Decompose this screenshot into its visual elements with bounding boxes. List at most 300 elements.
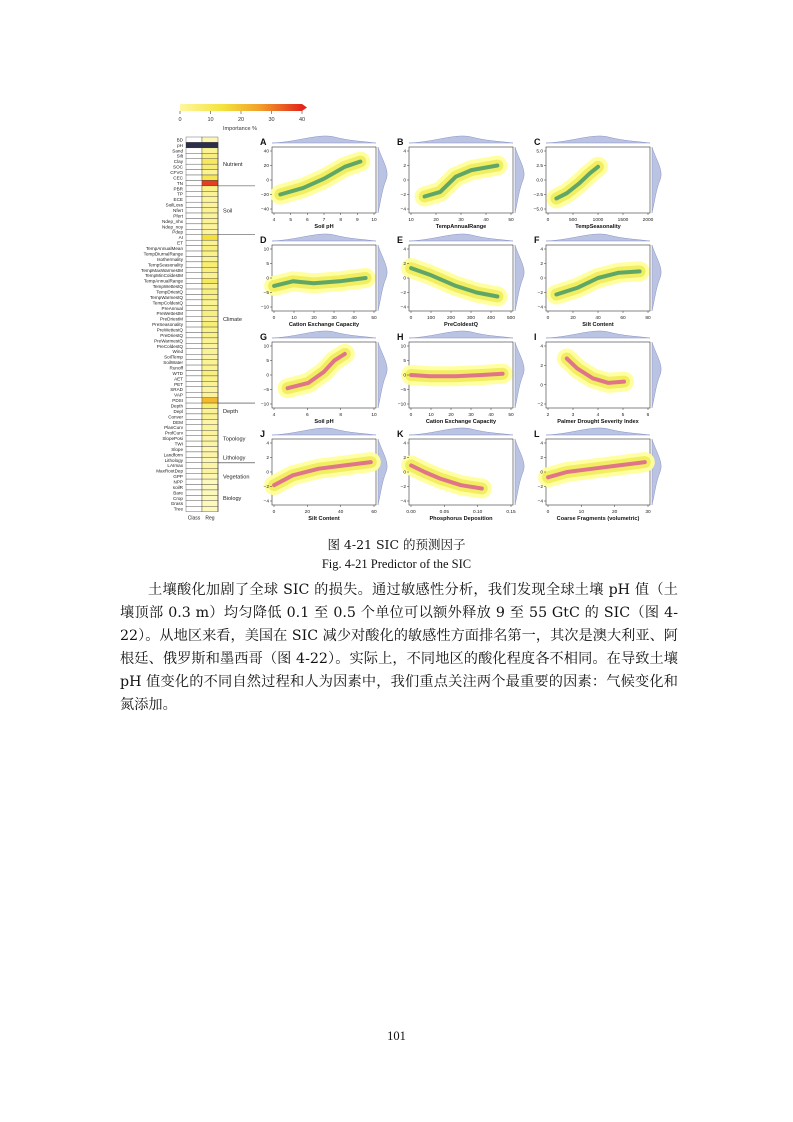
x-tick-label: 10 — [371, 218, 377, 223]
figure-4-21 — [0, 0, 793, 535]
x-tick-label: 500 — [568, 218, 578, 223]
heatmap-cell-reg — [202, 387, 218, 392]
heatmap-cell-class — [186, 398, 202, 403]
colorbar-label: Importance % — [223, 126, 257, 132]
colorbar — [178, 104, 307, 132]
x-tick-label: 1500 — [617, 218, 629, 223]
group-label: Topology — [223, 436, 246, 443]
marginal-density-right — [378, 342, 387, 408]
heatmap-cell-reg — [202, 338, 218, 343]
predictor-label: Pfert — [173, 213, 183, 219]
marginal-density-right — [515, 245, 524, 311]
heatmap-cell-class — [186, 213, 202, 218]
marginal-density-right — [515, 147, 524, 213]
predictor-label: PreWarmestQ — [154, 338, 183, 344]
heatmap-cell-class — [186, 365, 202, 370]
predictor-label: SoilLoss — [165, 202, 183, 208]
heatmap-cell-reg — [202, 148, 218, 153]
y-tick-label: 5 — [266, 262, 269, 268]
partial-dependence-panels — [260, 136, 661, 522]
y-tick-label: 2 — [266, 456, 269, 462]
y-tick-label: −5 — [263, 388, 269, 394]
x-tick-label: 20 — [311, 316, 317, 321]
y-tick-label: −4 — [400, 499, 406, 505]
marginal-density-right — [652, 439, 661, 505]
heatmap-cell-reg — [202, 202, 218, 207]
heatmap-cell-class — [186, 506, 202, 511]
predictor-label: TempAnnualMean — [145, 246, 183, 252]
y-tick-label: −10 — [397, 402, 406, 408]
x-tick-label: 2 — [546, 413, 550, 418]
group-label: Climate — [223, 316, 242, 323]
heatmap-cell-class — [186, 240, 202, 245]
panel-d — [260, 234, 387, 328]
x-tick-label: 40 — [595, 316, 601, 321]
heatmap-cell-class — [186, 294, 202, 299]
y-tick-label: 0 — [266, 373, 269, 379]
group-label: Soil — [223, 208, 233, 215]
y-tick-label: −5 — [400, 388, 406, 394]
y-tick-label: 5.0 — [536, 149, 543, 155]
heatmap-cell-reg — [202, 479, 218, 484]
predictor-label: PreWettestQ — [156, 327, 183, 333]
heatmap-cell-reg — [202, 170, 218, 175]
predictor-label: PreSeasonality — [152, 322, 183, 328]
heatmap-cell-class — [186, 403, 202, 408]
heatmap-cell-class — [186, 501, 202, 506]
y-tick-label: 40 — [263, 149, 269, 155]
predictor-label: Isothermality — [156, 256, 183, 262]
predictor-label: NPP — [173, 479, 183, 485]
predictor-label: TempDiurnalRange — [143, 251, 183, 257]
heatmap-cell-class — [186, 284, 202, 289]
heatmap-cell-class — [186, 452, 202, 457]
heatmap-cell-class — [186, 175, 202, 180]
x-tick-label: 20 — [611, 510, 618, 515]
heatmap-cell-class — [186, 387, 202, 392]
x-tick-label: 4 — [272, 218, 276, 223]
predictor-label: SRAD — [170, 387, 183, 393]
x-axis-label: Soil pH — [314, 224, 334, 230]
panel-letter: L — [534, 429, 540, 439]
predictor-label: GPP — [173, 474, 183, 480]
x-tick-label: 2000 — [642, 218, 654, 223]
heatmap-cell-class — [186, 474, 202, 479]
heatmap-cell-reg — [202, 267, 218, 272]
heatmap-cell-reg — [202, 300, 218, 305]
y-tick-label: −10 — [260, 305, 269, 311]
y-tick-label: 4 — [540, 247, 543, 253]
x-tick-label: 30 — [331, 316, 337, 321]
predictor-label: Ndep_noy — [162, 224, 183, 230]
predictor-label: Runoff — [169, 365, 183, 371]
marginal-density-top — [272, 428, 376, 435]
panel-i — [534, 331, 661, 425]
x-tick-label: 500 — [506, 316, 516, 321]
heatmap-cell-class — [186, 170, 202, 175]
heatmap-cell-reg — [202, 316, 218, 321]
predictor-label: Slope — [171, 446, 183, 452]
x-tick-label: 0 — [546, 218, 550, 223]
predictor-label: PBR — [173, 186, 183, 192]
x-tick-label: 50 — [508, 413, 514, 418]
predictor-label: Nfert — [173, 208, 183, 214]
x-tick-label: 6 — [305, 218, 309, 223]
heatmap-cell-class — [186, 164, 202, 169]
marginal-density-right — [652, 245, 661, 311]
y-tick-label: 0 — [540, 276, 543, 282]
y-tick-label: 0 — [266, 470, 269, 476]
predictor-label: PET — [174, 381, 183, 387]
heatmap-cell-reg — [202, 354, 218, 359]
heatmap-cell-reg — [202, 365, 218, 370]
predictor-label: CFVO — [170, 170, 183, 176]
marginal-density-top — [546, 234, 650, 241]
heatmap-highlight-ph — [186, 142, 218, 147]
heatmap-cell-reg — [202, 186, 218, 191]
y-tick-label: 4 — [540, 344, 543, 350]
y-tick-label: 2 — [540, 262, 543, 268]
x-tick-label: 60 — [371, 510, 377, 515]
heatmap-cell-class — [186, 441, 202, 446]
predictor-label: ET — [177, 240, 183, 246]
heatmap-cell-class — [186, 148, 202, 153]
page-number: 101 — [387, 1029, 406, 1043]
heatmap-cell-class — [186, 490, 202, 495]
predictor-label: Lithology — [164, 457, 183, 463]
predictor-label: PDSI — [172, 398, 183, 404]
x-tick-label: 50 — [508, 218, 514, 223]
y-tick-label: −4 — [400, 305, 406, 311]
heatmap-cell-class — [186, 376, 202, 381]
heatmap-cell-reg — [202, 224, 218, 229]
heatmap-cell-class — [186, 381, 202, 386]
marginal-density-right — [378, 439, 387, 505]
heatmap-cell-class — [186, 153, 202, 158]
predictor-label: DEM — [172, 419, 183, 425]
predictor-label: AI — [178, 235, 183, 241]
panel-letter: J — [260, 429, 266, 439]
heatmap-cell-reg — [202, 398, 218, 403]
panel-b — [397, 136, 524, 230]
predictor-label: SlopePosi — [162, 436, 183, 442]
heatmap-cell-reg — [202, 218, 218, 223]
heatmap-cell-reg — [202, 349, 218, 354]
predictor-label: TWI — [174, 441, 183, 447]
heatmap-cell-reg — [202, 278, 218, 283]
heatmap-cell-reg — [202, 474, 218, 479]
y-tick-label: 0 — [403, 373, 406, 379]
heatmap-cell-class — [186, 267, 202, 272]
heatmap-cell-reg — [202, 430, 218, 435]
x-tick-label: 60 — [620, 316, 626, 321]
panel-h — [397, 331, 524, 425]
heatmap-cell-reg — [202, 468, 218, 473]
heatmap-cell-reg — [202, 343, 218, 348]
x-tick-label: 40 — [351, 316, 357, 321]
predictor-label: BD — [176, 137, 183, 143]
predictor-label: LAImax — [167, 463, 183, 469]
importance-heatmap — [141, 137, 255, 522]
x-tick-label: 0.00 — [406, 510, 416, 515]
predictor-label: pH — [177, 142, 183, 148]
colorbar-arrow — [302, 104, 307, 111]
heatmap-cell-class — [186, 485, 202, 490]
predictor-label: TempMinColdestM — [144, 273, 183, 279]
heatmap-cell-reg — [202, 289, 218, 294]
heatmap-cell-reg — [202, 235, 218, 240]
heatmap-cell-reg — [202, 381, 218, 386]
x-tick-label: 40 — [488, 413, 494, 418]
marginal-density-top — [409, 136, 513, 143]
x-axis-label: Palmer Drought Severity Index — [557, 419, 639, 425]
panel-letter: F — [534, 235, 540, 245]
marginal-density-top — [546, 136, 650, 143]
heatmap-cell-class — [186, 468, 202, 473]
heatmap-cell-class — [186, 305, 202, 310]
x-axis-label: Cation Exchange Capacity — [425, 419, 497, 425]
colorbar-tick-label: 30 — [268, 117, 275, 123]
heatmap-cell-class — [186, 229, 202, 234]
colorbar-tick-label: 0 — [178, 117, 182, 123]
heatmap-cell-reg — [202, 332, 218, 337]
y-tick-label: 2.5 — [536, 164, 543, 170]
predictor-label: PreAnnual — [161, 305, 183, 311]
predictor-label: PreWettestM — [156, 311, 183, 317]
x-tick-label: 80 — [645, 316, 651, 321]
x-tick-label: 10 — [408, 218, 414, 223]
x-axis-label: Silt Content — [582, 322, 614, 328]
heatmap-cell-reg — [202, 506, 218, 511]
predictor-label: SoilWater — [163, 360, 183, 366]
y-tick-label: 10 — [400, 344, 406, 350]
panel-letter: G — [260, 332, 268, 342]
column-label-class: Class — [187, 515, 201, 522]
predictor-label: TP — [177, 191, 183, 197]
marginal-density-top — [546, 331, 650, 338]
heatmap-cell-reg — [202, 327, 218, 332]
marginal-density-right — [515, 342, 524, 408]
y-tick-label: −2 — [263, 485, 269, 491]
column-label-reg: Reg — [205, 515, 215, 522]
y-tick-label: 5 — [266, 359, 269, 365]
x-tick-label: 8 — [339, 218, 343, 223]
marginal-density-top — [409, 331, 513, 338]
panel-k — [397, 428, 524, 522]
panel-l — [534, 428, 661, 522]
y-tick-label: −2 — [400, 193, 406, 199]
y-tick-label: −10 — [260, 402, 269, 408]
heatmap-cell-reg — [202, 441, 218, 446]
body-paragraph: 土壤酸化加剧了全球 SIC 的损失。通过敏感性分析，我们发现全球土壤 pH 值（土壤顶部 0.3 m）均匀降低 0.1 至 0.5 个单位可以额外释放 9 至 55 GtC 的 SIC（图 4-22）。从地区来看，美国在 SIC 减少对酸化的敏感性方面排名第一，其次是澳大利亚、阿根廷、俄罗斯和墨西哥（图 4-22）。实际上，不同地区的酸化程度各不相同。在导致土壤 pH 值变化的不同自然过程和人为因素中，我们重点关注两个最重要的因素：气候变化和氮添加。 — [120, 582, 678, 713]
x-tick-label: 0 — [272, 510, 276, 515]
heatmap-cell-reg — [202, 273, 218, 278]
colorbar-tick-label: 40 — [298, 117, 306, 123]
y-tick-label: 2 — [403, 164, 406, 170]
predictor-label: PreDriestQ — [160, 332, 183, 338]
heatmap-cell-class — [186, 414, 202, 419]
heatmap-cell-class — [186, 224, 202, 229]
y-tick-label: −40 — [260, 207, 269, 213]
x-axis-label: Phosphorus Deposition — [429, 516, 493, 522]
x-tick-label: 0.05 — [439, 510, 450, 515]
heatmap-cell-class — [186, 479, 202, 484]
y-tick-label: 2 — [403, 262, 406, 268]
y-tick-label: −2 — [537, 402, 543, 408]
x-tick-label: 50 — [371, 316, 377, 321]
heatmap-cell-reg — [202, 463, 218, 468]
heatmap-cell-reg — [202, 197, 218, 202]
heatmap-cell-class — [186, 419, 202, 424]
heatmap-cell-class — [186, 425, 202, 430]
x-tick-label: 0 — [409, 413, 413, 418]
heatmap-cell-reg — [202, 191, 218, 196]
heatmap-cell-class — [186, 262, 202, 267]
heatmap-cell-class — [186, 447, 202, 452]
panel-c — [534, 136, 662, 230]
heatmap-cell-reg — [202, 294, 218, 299]
heatmap-cell-reg — [202, 180, 218, 185]
panel-e — [397, 234, 524, 328]
heatmap-cell-class — [186, 430, 202, 435]
heatmap-cell-class — [186, 311, 202, 316]
predictor-label: Pdep — [172, 229, 183, 235]
x-axis-label: Silt Content — [308, 516, 340, 522]
heatmap-cell-class — [186, 159, 202, 164]
y-tick-label: 4 — [403, 149, 406, 155]
heatmap-cell-class — [186, 289, 202, 294]
heatmap-cell-class — [186, 218, 202, 223]
marginal-density-right — [378, 147, 387, 213]
heatmap-cell-reg — [202, 370, 218, 375]
heatmap-cell-class — [186, 338, 202, 343]
y-tick-label: 0 — [403, 470, 406, 476]
x-tick-label: 20 — [433, 218, 439, 223]
heatmap-cell-class — [186, 273, 202, 278]
heatmap-cell-reg — [202, 251, 218, 256]
predictor-label: TempAnnualRange — [143, 278, 183, 284]
heatmap-cell-class — [186, 349, 202, 354]
colorbar-tick-label: 10 — [207, 117, 214, 123]
heatmap-cell-reg — [202, 137, 218, 142]
heatmap-cell-class — [186, 332, 202, 337]
x-tick-label: 5 — [289, 218, 293, 223]
y-tick-label: −2 — [400, 291, 406, 297]
heatmap-cell-reg — [202, 262, 218, 267]
predictor-label: TempColdestQ — [152, 300, 183, 306]
heatmap-cell-class — [186, 343, 202, 348]
heatmap-cell-class — [186, 137, 202, 142]
heatmap-cell-reg — [202, 425, 218, 430]
heatmap-cell-reg — [202, 495, 218, 500]
x-tick-label: 20 — [570, 316, 576, 321]
y-tick-label: 5 — [403, 359, 406, 365]
marginal-density-top — [272, 136, 376, 143]
heatmap-cell-reg — [202, 246, 218, 251]
heatmap-cell-reg — [202, 153, 218, 158]
predictor-label: Conver — [168, 414, 183, 420]
x-tick-label: 0.15 — [506, 510, 516, 515]
panel-j — [260, 428, 387, 522]
predictor-label: Landform — [163, 452, 183, 458]
y-tick-label: 4 — [403, 247, 406, 253]
heatmap-cell-reg — [202, 256, 218, 261]
heatmap-cell-reg — [202, 485, 218, 490]
x-tick-label: 200 — [446, 316, 456, 321]
y-tick-label: 2 — [540, 456, 543, 462]
marginal-density-top — [272, 234, 376, 241]
panel-letter: C — [534, 137, 541, 147]
heatmap-cell-class — [186, 180, 202, 185]
heatmap-cell-reg — [202, 159, 218, 164]
group-label: Biology — [223, 496, 242, 503]
heatmap-cell-reg — [202, 392, 218, 397]
heatmap-cell-class — [186, 354, 202, 359]
predictor-label: PreColdestQ — [156, 343, 183, 349]
heatmap-cell-class — [186, 278, 202, 283]
predictor-label: Grass — [170, 501, 183, 507]
x-tick-label: 0 — [546, 316, 550, 321]
x-tick-label: 1000 — [592, 218, 604, 223]
x-tick-label: 10 — [578, 510, 585, 515]
x-tick-label: 10 — [428, 413, 434, 418]
x-tick-label: 6 — [305, 413, 309, 418]
heatmap-cell-class — [186, 186, 202, 191]
heatmap-cell-class — [186, 316, 202, 321]
x-tick-label: 0.10 — [472, 510, 483, 515]
y-tick-label: 4 — [540, 441, 543, 447]
y-tick-label: 0 — [540, 383, 543, 389]
x-tick-label: 4 — [272, 413, 276, 418]
panel-letter: H — [397, 332, 404, 342]
predictor-label: Bare — [173, 490, 183, 496]
predictor-label: Silt — [176, 153, 183, 159]
predictor-label: WTD — [172, 370, 183, 376]
x-tick-label: 3 — [571, 413, 575, 418]
y-tick-label: 2 — [540, 364, 543, 370]
y-tick-label: 4 — [266, 441, 269, 447]
heatmap-cell-class — [186, 235, 202, 240]
x-tick-label: 0 — [409, 316, 413, 321]
predictor-label: Tree — [173, 506, 183, 512]
heatmap-cell-reg — [202, 490, 218, 495]
y-tick-label: 2 — [403, 456, 406, 462]
y-tick-label: 0.0 — [536, 178, 543, 184]
x-tick-label: 5 — [621, 413, 625, 418]
colorbar-tick-label: 20 — [237, 117, 245, 123]
predictor-label: Depth — [170, 403, 183, 409]
heatmap-cell-class — [186, 208, 202, 213]
predictor-label: Sand — [172, 148, 183, 154]
y-tick-label: −2 — [537, 291, 543, 297]
x-tick-label: 8 — [339, 413, 343, 418]
y-tick-label: 20 — [263, 164, 269, 170]
panel-letter: K — [397, 429, 404, 439]
y-tick-label: 0 — [403, 178, 406, 184]
colorbar-gradient — [180, 104, 302, 111]
heatmap-cell-class — [186, 246, 202, 251]
heatmap-cell-reg — [202, 452, 218, 457]
predictor-label: Depl — [173, 408, 183, 414]
y-tick-label: 0 — [266, 178, 269, 184]
heatmap-cell-reg — [202, 419, 218, 424]
predictor-label: TempMaxWarmestM — [141, 267, 183, 273]
panel-f — [534, 234, 661, 328]
figure-caption-chinese: 图 4-21 SIC 的预测因子 — [327, 537, 466, 552]
panel-letter: B — [397, 137, 404, 147]
heatmap-cell-class — [186, 191, 202, 196]
predictor-label: SoilTemp — [164, 354, 183, 360]
